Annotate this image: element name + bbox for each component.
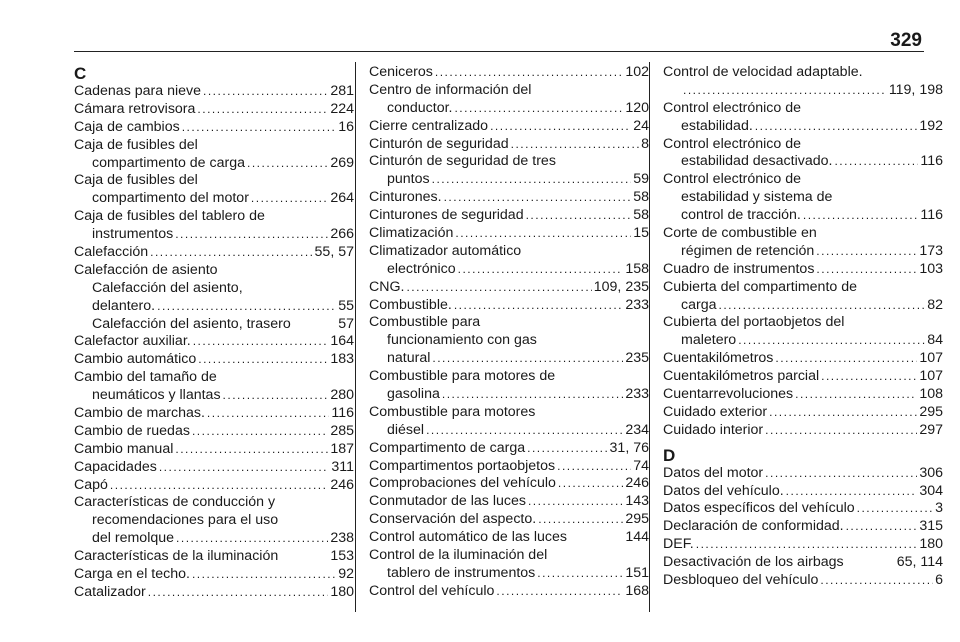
entry-term: Cinturón de seguridad de tres	[369, 153, 556, 170]
entry-term: Combustible para	[369, 314, 481, 331]
index-entry	[663, 483, 943, 501]
index-entry	[74, 333, 354, 351]
index-column-2	[369, 64, 649, 601]
entry-term: Cuidado exterior	[663, 403, 768, 420]
index-entry	[369, 368, 649, 404]
entry-term: Control electrónico de	[663, 135, 802, 152]
entry-term: Cuadro de instrumentos	[663, 260, 815, 277]
page-reference[interactable]: 233	[625, 386, 649, 403]
page-reference[interactable]: 168	[625, 582, 649, 599]
dot-leader	[432, 350, 623, 368]
entry-term: control de tracción.	[681, 207, 801, 224]
entry-term: Calefacción	[74, 244, 149, 261]
dot-leader	[820, 572, 933, 590]
entry-term: Cubierta del compartimento de	[663, 278, 857, 295]
page-reference[interactable]: 24	[633, 117, 649, 134]
entry-term: Cubierta del portaobjetos del	[663, 314, 845, 331]
header-rule	[74, 51, 924, 52]
index-entry	[369, 118, 649, 136]
page-reference[interactable]: 233	[625, 296, 649, 313]
dot-leader	[528, 493, 623, 511]
index-entry	[369, 153, 649, 189]
dot-leader	[738, 332, 925, 350]
dot-leader	[442, 386, 623, 404]
index-entry	[74, 351, 354, 369]
entry-term: Conservación del aspecto.	[369, 511, 537, 528]
entry-term: maletero	[681, 332, 737, 349]
dot-leader	[458, 261, 624, 279]
entry-term: Desbloqueo del vehículo	[663, 572, 819, 589]
dot-leader	[435, 64, 623, 82]
index-entry	[74, 369, 354, 405]
entry-term: Cambio de ruedas	[74, 422, 190, 439]
entry-term: Climatizador automático	[369, 242, 522, 259]
index-entry	[74, 137, 354, 173]
page-reference[interactable]: 266	[330, 226, 354, 243]
index-entry	[369, 207, 649, 225]
page-reference[interactable]: 180	[330, 583, 354, 600]
page-reference[interactable]: 82	[927, 296, 943, 313]
entry-term: Cambio del tamaño de	[74, 369, 217, 386]
page-reference[interactable]: 311	[331, 458, 354, 475]
page-reference[interactable]: 58	[633, 207, 649, 224]
index-entry	[663, 261, 943, 279]
index-entry	[369, 529, 649, 547]
entry-term: Calefactor auxiliar.	[74, 333, 191, 350]
entry-term: neumáticos y llantas	[92, 387, 221, 404]
entry-term: Cambio manual	[74, 440, 174, 457]
entry-term: Datos del motor	[663, 464, 764, 481]
dot-leader	[444, 189, 632, 207]
dot-leader	[182, 119, 337, 137]
entry-term: Cuentarrevoluciones	[663, 386, 794, 403]
entry-term: Capó	[74, 476, 108, 493]
dot-leader	[432, 171, 632, 189]
index-entry	[663, 350, 943, 368]
dot-leader	[527, 440, 607, 458]
entry-term: régimen de retención	[681, 242, 815, 259]
page-reference[interactable]: 55	[338, 297, 354, 314]
entry-term: Declaración de conformidad.	[663, 518, 844, 535]
dot-leader	[496, 583, 623, 601]
index-entry	[74, 423, 354, 441]
column-divider	[649, 62, 650, 612]
entry-term: Cierre centralizado	[369, 117, 489, 134]
entry-term: diésel	[387, 421, 425, 438]
entry-term: Cuentakilómetros parcial	[663, 368, 820, 385]
page-reference[interactable]: 235	[625, 350, 649, 367]
entry-term: tablero de instrumentos	[387, 564, 536, 581]
entry-term: conductor.	[387, 99, 453, 116]
page-reference[interactable]: 269	[330, 154, 354, 171]
dot-leader	[857, 500, 933, 518]
page-reference[interactable]: 84	[927, 332, 943, 349]
index-entry	[74, 208, 354, 244]
entry-term: Compartimento de carga	[369, 439, 526, 456]
index-entry	[663, 386, 943, 404]
dot-leader	[150, 244, 312, 262]
index-entry	[369, 314, 649, 368]
dot-leader	[765, 465, 917, 483]
page-reference[interactable]: 238	[330, 530, 354, 547]
index-entry	[74, 584, 354, 602]
index-entry	[663, 572, 943, 590]
entry-term: Control automático de las luces	[369, 529, 567, 546]
page-reference[interactable]: 315	[919, 518, 943, 535]
dot-leader	[834, 153, 918, 171]
page-reference[interactable]: 151	[625, 564, 649, 581]
page-reference[interactable]: 92	[338, 566, 354, 583]
index-entry	[369, 440, 649, 458]
entry-term: Cinturones de seguridad	[369, 207, 524, 224]
index-entry	[663, 465, 943, 483]
index-entry	[74, 548, 354, 566]
page-reference[interactable]: 119, 198	[888, 81, 943, 98]
index-entry	[663, 136, 943, 172]
entry-term: Control de la iluminación del	[369, 547, 548, 564]
entry-term: Caja de fusibles del	[74, 136, 198, 153]
index-entry	[369, 279, 649, 297]
page-reference[interactable]: 31, 76	[609, 439, 649, 456]
entry-term: Datos del vehículo.	[663, 482, 784, 499]
entry-term: Cuentakilómetros	[663, 350, 774, 367]
dot-leader	[454, 297, 624, 315]
entry-term: Control electrónico de	[663, 171, 802, 188]
page-reference[interactable]: 65, 114	[896, 554, 943, 571]
entry-term: Centro de información del	[369, 81, 532, 98]
index-entry	[74, 244, 354, 262]
entry-term: carga	[681, 296, 717, 313]
dot-leader	[203, 83, 328, 101]
entry-term: compartimento de carga	[92, 154, 245, 171]
dot-leader	[175, 441, 328, 459]
index-entry	[663, 500, 943, 518]
index-entry	[74, 477, 354, 495]
index-entry	[74, 262, 354, 280]
dot-leader	[455, 225, 631, 243]
entry-term: electrónico	[387, 260, 456, 277]
dot-leader	[786, 483, 918, 501]
dot-leader	[175, 226, 328, 244]
entry-term: Cinturones.	[369, 189, 442, 206]
entry-term: Combustible.	[369, 296, 452, 313]
page-reference[interactable]: 295	[919, 403, 943, 420]
dot-leader	[157, 298, 336, 316]
index-entry	[369, 243, 649, 279]
index-entry	[74, 459, 354, 477]
entry-term: Cambio automático	[74, 351, 197, 368]
entry-term: puntos	[387, 171, 430, 188]
index-entry	[663, 554, 943, 572]
entry-term: Climatización	[369, 225, 454, 242]
page-reference[interactable]: 55, 57	[314, 244, 354, 261]
page-reference[interactable]: 16	[338, 118, 354, 135]
dot-leader	[846, 518, 918, 536]
page-reference[interactable]: 116	[331, 405, 354, 422]
entry-term: Calefacción de asiento	[74, 261, 218, 278]
dot-leader	[683, 82, 887, 100]
page-reference[interactable]: 297	[919, 421, 943, 438]
entry-term: estabilidad y sistema de	[681, 189, 833, 206]
page-reference[interactable]: 306	[919, 464, 943, 481]
entry-term: Control electrónico de	[663, 99, 802, 116]
index-entry	[74, 119, 354, 137]
page-reference[interactable]: 246	[625, 475, 649, 492]
index-entry	[74, 172, 354, 208]
entry-term: Compartimentos portaobjetos	[369, 457, 556, 474]
index-entry	[369, 225, 649, 243]
page-reference[interactable]: 173	[919, 242, 943, 259]
dot-leader	[719, 297, 926, 315]
entry-term: Caja de cambios	[74, 118, 180, 135]
index-entry	[74, 101, 354, 119]
entry-term: Cambio de marchas.	[74, 405, 205, 422]
dot-leader	[538, 511, 623, 529]
entry-term: Cámara retrovisora	[74, 100, 196, 117]
dot-leader	[198, 351, 328, 369]
page-reference[interactable]: 224	[330, 100, 354, 117]
index-entry	[369, 82, 649, 118]
page-reference[interactable]: 158	[625, 260, 649, 277]
section-letter: D	[663, 445, 676, 465]
index-entry	[663, 64, 943, 100]
index-entry	[663, 404, 943, 422]
page-reference[interactable]: 3	[935, 500, 943, 517]
page-reference[interactable]: 281	[330, 83, 354, 99]
page-reference[interactable]: 57	[338, 315, 354, 332]
dot-leader	[795, 386, 917, 404]
dot-leader	[558, 475, 623, 493]
dot-leader	[110, 477, 328, 495]
entry-term: Ceniceros	[369, 64, 433, 80]
index-subentry	[74, 280, 354, 316]
page-reference[interactable]: 6	[935, 572, 943, 589]
entry-term: gasolina	[387, 386, 440, 403]
page-reference[interactable]: 103	[919, 260, 943, 277]
page-reference[interactable]: 187	[330, 440, 354, 457]
page-reference[interactable]: 144	[625, 529, 649, 546]
index-entry	[74, 441, 354, 459]
entry-term: instrumentos	[92, 226, 174, 243]
index-entry	[369, 64, 649, 82]
dot-leader	[765, 422, 917, 440]
dot-leader	[192, 423, 328, 441]
entry-term: Características de conducción y	[74, 494, 276, 511]
page-reference[interactable]: 107	[919, 350, 943, 367]
index-column-1	[74, 64, 354, 602]
page-reference[interactable]: 285	[330, 422, 354, 439]
index-entry	[663, 422, 943, 440]
entry-term: Catalizador	[74, 583, 146, 600]
index-entry	[369, 297, 649, 315]
index-entry	[369, 475, 649, 493]
page-reference[interactable]: 8	[641, 135, 649, 152]
page-reference[interactable]: 58	[633, 189, 649, 206]
index-entry	[663, 368, 943, 386]
page-reference[interactable]: 234	[625, 421, 649, 438]
dot-leader	[769, 404, 917, 422]
index-entry	[369, 404, 649, 440]
entry-term: del remolque	[92, 530, 175, 547]
entry-term: recomendaciones para el uso	[92, 512, 279, 529]
dot-leader	[223, 387, 329, 405]
section-letter: C	[74, 64, 87, 83]
page-reference[interactable]: 153	[330, 548, 354, 565]
dot-leader	[537, 565, 623, 583]
dot-leader	[775, 350, 917, 368]
index-entry	[74, 494, 354, 548]
dot-leader	[426, 422, 623, 440]
page-reference[interactable]: 59	[633, 171, 649, 188]
page-reference[interactable]: 192	[919, 117, 943, 134]
index-entry	[369, 583, 649, 601]
page-reference[interactable]: 180	[919, 536, 943, 553]
index-subentry	[74, 316, 354, 334]
index-entry	[369, 547, 649, 583]
index-column-3	[663, 64, 943, 590]
index-entry	[74, 83, 354, 101]
entry-term: Conmutador de las luces	[369, 493, 526, 510]
dot-leader	[816, 261, 917, 279]
index-entry	[369, 511, 649, 529]
page-reference[interactable]: 108	[919, 386, 943, 403]
page-reference[interactable]: 107	[919, 368, 943, 385]
page-reference[interactable]: 143	[625, 493, 649, 510]
dot-leader	[176, 530, 328, 548]
index-entry	[369, 136, 649, 154]
entry-term: natural	[387, 350, 431, 367]
dot-leader	[148, 584, 329, 602]
dot-leader	[406, 279, 591, 297]
entry-term: estabilidad.	[681, 117, 753, 134]
index-entry	[663, 100, 943, 136]
entry-term: DEF.	[663, 536, 694, 553]
dot-leader	[526, 207, 632, 225]
page-reference[interactable]: 246	[330, 476, 354, 493]
page-reference[interactable]: 164	[330, 333, 354, 350]
page-reference[interactable]: 264	[330, 190, 354, 207]
dot-leader	[816, 243, 917, 261]
entry-term: compartimento del motor	[92, 190, 249, 207]
entry-term: Características de la iluminación	[74, 548, 279, 565]
entry-term: funcionamiento con gas	[387, 332, 537, 349]
entry-term: Calefacción del asiento, trasero	[92, 315, 291, 332]
dot-leader	[207, 405, 329, 423]
index-entry	[663, 279, 943, 315]
dot-leader	[159, 459, 330, 477]
entry-term: Capacidades	[74, 458, 157, 475]
page-reference[interactable]: 183	[330, 351, 354, 368]
index-entry	[369, 493, 649, 511]
dot-leader	[696, 536, 918, 554]
index-entry	[369, 458, 649, 476]
dot-leader	[821, 368, 917, 386]
index-entry	[663, 171, 943, 225]
entry-term: Desactivación de los airbags	[663, 554, 844, 571]
page-reference[interactable]: 116	[920, 153, 943, 170]
entry-term: Combustible para motores	[369, 403, 536, 420]
page-reference[interactable]: 15	[633, 225, 649, 242]
page-reference[interactable]: 102	[625, 64, 649, 80]
entry-term: Control de velocidad adaptable.	[663, 64, 863, 80]
entry-term: Caja de fusibles del	[74, 172, 198, 189]
entry-term: Cinturón de seguridad	[369, 135, 509, 152]
dot-leader	[557, 458, 631, 476]
dot-leader	[454, 100, 623, 118]
dot-leader	[193, 333, 329, 351]
entry-term: Cuidado interior	[663, 421, 764, 438]
entry-term: Caja de fusibles del tablero de	[74, 208, 265, 225]
entry-term: Cadenas para nieve	[74, 83, 201, 99]
entry-term: Datos específicos del vehículo	[663, 500, 855, 517]
entry-term: Calefacción del asiento,	[92, 279, 243, 296]
dot-leader	[511, 136, 640, 154]
page-reference[interactable]: 120	[625, 99, 649, 116]
entry-term: Combustible para motores de	[369, 368, 556, 385]
index-entry	[663, 314, 943, 350]
column-divider	[355, 62, 356, 612]
dot-leader	[247, 155, 328, 173]
page-reference[interactable]: 109, 235	[593, 278, 649, 295]
entry-term: Control del vehículo	[369, 582, 495, 599]
dot-leader	[192, 566, 336, 584]
page-number: 329	[890, 30, 922, 51]
index-entry	[74, 405, 354, 423]
index-entry	[663, 518, 943, 536]
page-reference[interactable]: 116	[920, 207, 943, 224]
dot-leader	[251, 190, 328, 208]
dot-leader	[197, 101, 328, 119]
page-reference[interactable]: 304	[919, 482, 943, 499]
index-entry	[369, 189, 649, 207]
page-reference[interactable]: 74	[633, 457, 649, 474]
dot-leader	[803, 207, 919, 225]
index-entry	[663, 225, 943, 261]
entry-term: delantero.	[92, 297, 156, 314]
index-entry	[74, 566, 354, 584]
entry-term: CNG.	[369, 278, 405, 295]
dot-leader	[490, 118, 631, 136]
page-reference[interactable]: 280	[330, 387, 354, 404]
entry-term: Carga en el techo.	[74, 566, 190, 583]
entry-term: Corte de combustible en	[663, 225, 817, 242]
entry-term: estabilidad desactivado.	[681, 153, 833, 170]
page-reference[interactable]: 295	[625, 511, 649, 528]
dot-leader	[755, 118, 918, 136]
entry-term: Comprobaciones del vehículo	[369, 475, 556, 492]
index-entry	[663, 536, 943, 554]
